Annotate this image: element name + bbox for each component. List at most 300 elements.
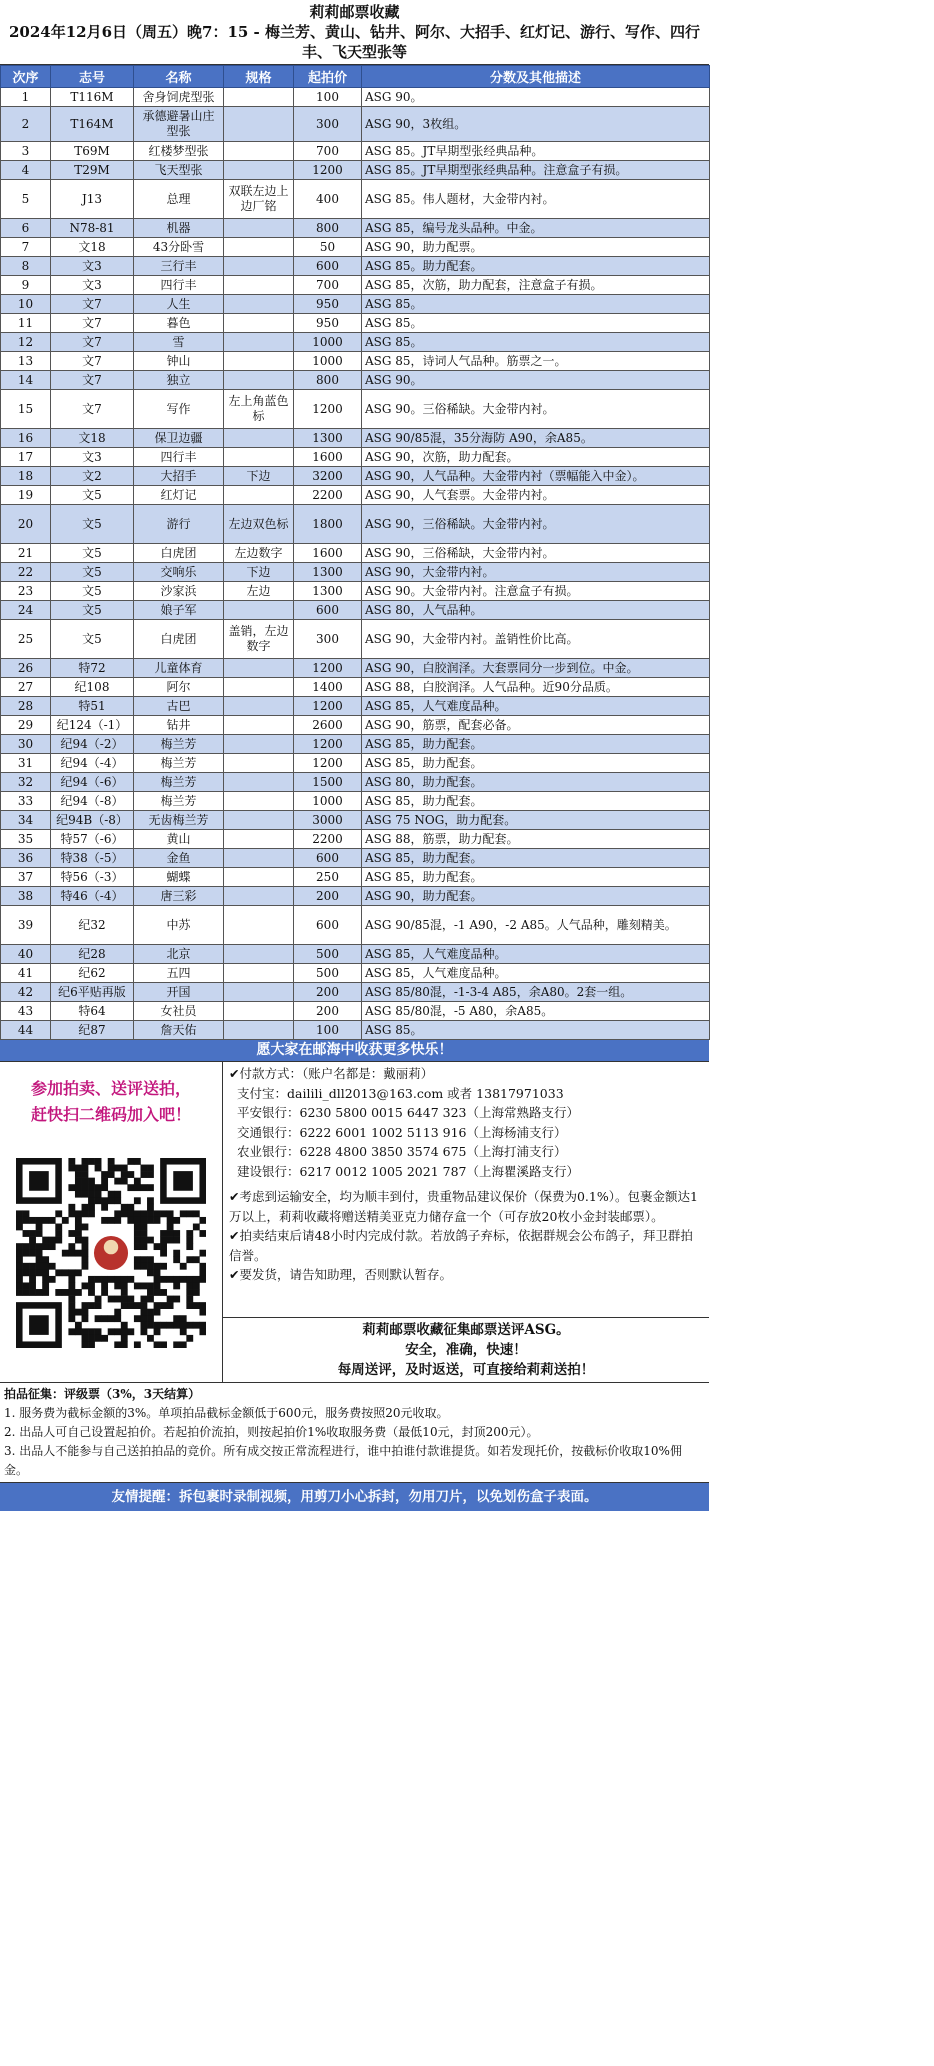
- lot-catalog-cell: 特51: [51, 697, 134, 716]
- lot-price-cell: 1200: [294, 161, 362, 180]
- lot-spec-cell: [224, 811, 294, 830]
- table-row: [1, 773, 710, 792]
- qr-panel: [0, 1062, 223, 1382]
- lot-catalog-cell: 纪94（-6）: [51, 773, 134, 792]
- table-row: [1, 390, 710, 429]
- table-row: [1, 352, 710, 371]
- lot-catalog-cell: 文5: [51, 486, 134, 505]
- table-row: [1, 716, 710, 735]
- lot-price-cell: 1300: [294, 582, 362, 601]
- lot-name-cell: 雪: [134, 333, 224, 352]
- table-row: [1, 505, 710, 544]
- lot-catalog-cell: 文7: [51, 333, 134, 352]
- lot-index-cell: 9: [1, 276, 51, 295]
- terms-item: 3. 出品人不能参与自己送拍拍品的竞价。所有成交按正常流程进行，谁中拍谁付款谁提货。如若发现托价，按截标价收取10%佣金。: [4, 1444, 682, 1477]
- lot-index-cell: 37: [1, 868, 51, 887]
- lot-price-cell: 1800: [294, 505, 362, 544]
- asg-line-1: 莉莉邮票收藏征集邮票送评ASG。: [362, 1322, 570, 1338]
- asg-line-3: 每周送评，及时返送，可直接给莉莉送拍！: [337, 1362, 595, 1378]
- lot-name-cell: 梅兰芳: [134, 735, 224, 754]
- bank-line: 建设银行：6217 0012 1005 2021 787（上海瞿溪路支行）: [237, 1163, 579, 1179]
- lot-catalog-cell: 纪108: [51, 678, 134, 697]
- lot-index-cell: 19: [1, 486, 51, 505]
- lot-index-cell: 13: [1, 352, 51, 371]
- bank-line: 农业银行：6228 4800 3850 3574 675（上海打浦支行）: [237, 1144, 567, 1159]
- lot-name-cell: 梅兰芳: [134, 792, 224, 811]
- lot-index-cell: 44: [1, 1021, 51, 1040]
- lot-price-cell: 1600: [294, 544, 362, 563]
- lot-spec-cell: [224, 142, 294, 161]
- lot-price-cell: 1400: [294, 678, 362, 697]
- lot-desc-cell: ASG 90/85混，-1 A90，-2 A85。人气品种，雕刻精美。: [362, 906, 710, 945]
- lot-name-cell: 暮色: [134, 314, 224, 333]
- lot-name-cell: 黄山: [134, 830, 224, 849]
- lot-desc-cell: ASG 90，3枚组。: [362, 107, 710, 142]
- lot-spec-cell: [224, 735, 294, 754]
- lot-index-cell: 27: [1, 678, 51, 697]
- lot-price-cell: 600: [294, 849, 362, 868]
- lot-name-cell: 独立: [134, 371, 224, 390]
- payment-info: [223, 1062, 709, 1317]
- lot-spec-cell: [224, 868, 294, 887]
- table-row: [1, 467, 710, 486]
- lot-spec-cell: [224, 697, 294, 716]
- lot-desc-cell: ASG 85，助力配套。: [362, 868, 710, 887]
- lot-spec-cell: 左边双色标: [224, 505, 294, 544]
- lot-desc-cell: ASG 88，筋票，助力配套。: [362, 830, 710, 849]
- table-row: [1, 620, 710, 659]
- lot-index-cell: 43: [1, 1002, 51, 1021]
- promo-line-1: 参加拍卖、送评送拍，: [30, 1079, 191, 1098]
- table-row: [1, 811, 710, 830]
- lot-index-cell: 11: [1, 314, 51, 333]
- lot-name-cell: 中苏: [134, 906, 224, 945]
- lot-catalog-cell: 纪32: [51, 906, 134, 945]
- lot-name-cell: 钻井: [134, 716, 224, 735]
- table-row: [1, 563, 710, 582]
- alipay-line: 支付宝：dailili_dll2013@163.com 或者 13817971033: [237, 1085, 564, 1101]
- lot-spec-cell: [224, 887, 294, 906]
- qr-code[interactable]: [16, 1158, 206, 1348]
- lot-desc-cell: ASG 85，人气难度品种。: [362, 945, 710, 964]
- lot-price-cell: 950: [294, 295, 362, 314]
- lot-price-cell: 200: [294, 983, 362, 1002]
- lot-desc-cell: ASG 85，编号龙头品种。中金。: [362, 219, 710, 238]
- lot-spec-cell: [224, 773, 294, 792]
- lot-index-cell: 30: [1, 735, 51, 754]
- table-row: [1, 486, 710, 505]
- lot-name-cell: 金鱼: [134, 849, 224, 868]
- table-row: [1, 659, 710, 678]
- lot-spec-cell: [224, 314, 294, 333]
- lot-spec-cell: [224, 88, 294, 107]
- payment-title: ✔付款方式：（账户名都是：戴丽莉）: [229, 1066, 434, 1081]
- promo-text: [0, 1062, 222, 1128]
- lot-desc-cell: ASG 85。: [362, 295, 710, 314]
- lot-price-cell: 1200: [294, 390, 362, 429]
- lot-index-cell: 36: [1, 849, 51, 868]
- table-row: [1, 371, 710, 390]
- table-row: [1, 276, 710, 295]
- lot-spec-cell: [224, 333, 294, 352]
- lot-catalog-cell: 纪94（-8）: [51, 792, 134, 811]
- asg-service: [223, 1317, 709, 1382]
- lot-desc-cell: ASG 85。助力配套。: [362, 257, 710, 276]
- lot-spec-cell: [224, 849, 294, 868]
- lot-spec-cell: [224, 276, 294, 295]
- lot-catalog-cell: 文7: [51, 390, 134, 429]
- lot-catalog-cell: N78-81: [51, 219, 134, 238]
- table-row: [1, 429, 710, 448]
- lot-spec-cell: [224, 830, 294, 849]
- lot-spec-cell: 左上角蓝色标: [224, 390, 294, 429]
- lot-spec-cell: 盖销，左边数字: [224, 620, 294, 659]
- lot-spec-cell: [224, 371, 294, 390]
- table-row: [1, 792, 710, 811]
- table-row: [1, 257, 710, 276]
- lot-desc-cell: ASG 85。: [362, 314, 710, 333]
- table-header-row: [1, 66, 710, 88]
- lot-catalog-cell: 特46（-4）: [51, 887, 134, 906]
- table-row: [1, 964, 710, 983]
- lot-spec-cell: 左边: [224, 582, 294, 601]
- lot-price-cell: 1000: [294, 352, 362, 371]
- payment-panel: [223, 1062, 709, 1382]
- lot-desc-cell: ASG 90/85混，35分海防 A90，余A85。: [362, 429, 710, 448]
- lot-catalog-cell: 文5: [51, 563, 134, 582]
- table-row: [1, 582, 710, 601]
- lot-desc-cell: ASG 90，次筋，助力配套。: [362, 448, 710, 467]
- lot-price-cell: 200: [294, 887, 362, 906]
- lot-name-cell: 四行丰: [134, 276, 224, 295]
- title-block: [0, 0, 709, 65]
- lot-index-cell: 14: [1, 371, 51, 390]
- lot-price-cell: 1300: [294, 429, 362, 448]
- lot-spec-cell: [224, 792, 294, 811]
- lot-catalog-cell: 文18: [51, 238, 134, 257]
- lot-catalog-cell: 文7: [51, 314, 134, 333]
- table-row: [1, 448, 710, 467]
- col-header-catalog: 志号: [51, 66, 134, 88]
- shop-title: 莉莉邮票收藏: [309, 3, 400, 21]
- lot-index-cell: 3: [1, 142, 51, 161]
- lot-catalog-cell: 文5: [51, 544, 134, 563]
- lot-index-cell: 15: [1, 390, 51, 429]
- lot-desc-cell: ASG 85，次筋，助力配套，注意盒子有损。: [362, 276, 710, 295]
- lot-index-cell: 31: [1, 754, 51, 773]
- lot-spec-cell: [224, 161, 294, 180]
- lot-price-cell: 3000: [294, 811, 362, 830]
- lot-desc-cell: ASG 90，大金带内衬。: [362, 563, 710, 582]
- lot-index-cell: 26: [1, 659, 51, 678]
- lot-name-cell: 三行丰: [134, 257, 224, 276]
- lot-catalog-cell: 文7: [51, 371, 134, 390]
- lot-name-cell: 红灯记: [134, 486, 224, 505]
- lot-spec-cell: [224, 238, 294, 257]
- lot-index-cell: 29: [1, 716, 51, 735]
- lot-price-cell: 800: [294, 371, 362, 390]
- lot-name-cell: 游行: [134, 505, 224, 544]
- lot-desc-cell: ASG 90，人气品种。大金带内衬（票幅能入中金）。: [362, 467, 710, 486]
- lot-price-cell: 800: [294, 219, 362, 238]
- lot-price-cell: 1200: [294, 659, 362, 678]
- lot-index-cell: 25: [1, 620, 51, 659]
- lot-catalog-cell: 文18: [51, 429, 134, 448]
- table-row: [1, 735, 710, 754]
- delivery-note: ✔要发货，请告知助理，否则默认暂存。: [229, 1267, 452, 1282]
- lot-catalog-cell: 文2: [51, 467, 134, 486]
- lot-price-cell: 2200: [294, 486, 362, 505]
- lot-name-cell: 五四: [134, 964, 224, 983]
- promo-line-2: 赶快扫二维码加入吧！: [30, 1105, 191, 1124]
- lot-index-cell: 16: [1, 429, 51, 448]
- lot-desc-cell: ASG 85。JT早期型张经典品种。: [362, 142, 710, 161]
- lot-catalog-cell: 特72: [51, 659, 134, 678]
- qr-code-image: [16, 1158, 206, 1348]
- lot-name-cell: 詹天佑: [134, 1021, 224, 1040]
- lot-index-cell: 34: [1, 811, 51, 830]
- lot-catalog-cell: 文5: [51, 505, 134, 544]
- lot-name-cell: 43分卧雪: [134, 238, 224, 257]
- lot-desc-cell: ASG 90。: [362, 88, 710, 107]
- lot-index-cell: 22: [1, 563, 51, 582]
- lot-desc-cell: ASG 90，助力配票。: [362, 238, 710, 257]
- bank-line: 交通银行：6222 6001 1002 5113 916（上海杨浦支行）: [237, 1124, 567, 1140]
- lot-name-cell: 白虎团: [134, 620, 224, 659]
- lot-index-cell: 8: [1, 257, 51, 276]
- lot-index-cell: 24: [1, 601, 51, 620]
- col-header-desc: 分数及其他描述: [362, 66, 710, 88]
- lot-name-cell: 保卫边疆: [134, 429, 224, 448]
- lot-catalog-cell: T164M: [51, 107, 134, 142]
- lot-desc-cell: ASG 85，助力配套。: [362, 849, 710, 868]
- lot-catalog-cell: 文3: [51, 276, 134, 295]
- lot-desc-cell: ASG 85。JT早期型张经典品种。注意盒子有损。: [362, 161, 710, 180]
- lot-price-cell: 950: [294, 314, 362, 333]
- table-row: [1, 849, 710, 868]
- lot-name-cell: 女社员: [134, 1002, 224, 1021]
- lot-catalog-cell: T29M: [51, 161, 134, 180]
- lot-name-cell: 阿尔: [134, 678, 224, 697]
- lot-desc-cell: ASG 75 NOG，助力配套。: [362, 811, 710, 830]
- lot-catalog-cell: 纪62: [51, 964, 134, 983]
- lot-name-cell: 蝴蝶: [134, 868, 224, 887]
- lot-spec-cell: [224, 754, 294, 773]
- lot-catalog-cell: 特56（-3）: [51, 868, 134, 887]
- lot-spec-cell: [224, 448, 294, 467]
- lot-desc-cell: ASG 85，人气难度品种。: [362, 697, 710, 716]
- lot-price-cell: 1600: [294, 448, 362, 467]
- table-row: [1, 180, 710, 219]
- lot-desc-cell: ASG 85/80混，-1-3-4 A85，余A80。2套一组。: [362, 983, 710, 1002]
- lot-price-cell: 1000: [294, 792, 362, 811]
- lot-catalog-cell: 文5: [51, 620, 134, 659]
- lot-desc-cell: ASG 90，人气套票。大金带内衬。: [362, 486, 710, 505]
- lot-spec-cell: [224, 945, 294, 964]
- table-row: [1, 88, 710, 107]
- lot-desc-cell: ASG 85。: [362, 333, 710, 352]
- lot-catalog-cell: 纪124（-1）: [51, 716, 134, 735]
- lot-index-cell: 7: [1, 238, 51, 257]
- lot-catalog-cell: 文7: [51, 295, 134, 314]
- table-row: [1, 295, 710, 314]
- terms-item: 1. 服务费为截标金额的3%。单项拍品截标金额低于600元，服务费按照20元收取。: [4, 1406, 449, 1420]
- lot-desc-cell: ASG 85，助力配套。: [362, 792, 710, 811]
- lot-price-cell: 300: [294, 620, 362, 659]
- lot-catalog-cell: 特64: [51, 1002, 134, 1021]
- table-row: [1, 906, 710, 945]
- lot-spec-cell: 双联左边上边厂铭: [224, 180, 294, 219]
- lot-price-cell: 50: [294, 238, 362, 257]
- lot-catalog-cell: 文5: [51, 601, 134, 620]
- lot-name-cell: 红楼梦型张: [134, 142, 224, 161]
- lot-index-cell: 5: [1, 180, 51, 219]
- lot-price-cell: 2600: [294, 716, 362, 735]
- lot-name-cell: 承德避暑山庄型张: [134, 107, 224, 142]
- lot-desc-cell: ASG 90。大金带内衬。注意盒子有损。: [362, 582, 710, 601]
- lot-catalog-cell: 纪94（-2）: [51, 735, 134, 754]
- lot-index-cell: 6: [1, 219, 51, 238]
- lot-price-cell: 500: [294, 964, 362, 983]
- lot-price-cell: 500: [294, 945, 362, 964]
- lot-name-cell: 总理: [134, 180, 224, 219]
- lot-name-cell: 无齿梅兰芳: [134, 811, 224, 830]
- lot-catalog-cell: 特38（-5）: [51, 849, 134, 868]
- lot-name-cell: 白虎团: [134, 544, 224, 563]
- lot-table: [0, 65, 710, 1040]
- lot-name-cell: 飞天型张: [134, 161, 224, 180]
- lot-catalog-cell: 纪6平贴再版: [51, 983, 134, 1002]
- lot-index-cell: 38: [1, 887, 51, 906]
- lot-index-cell: 33: [1, 792, 51, 811]
- lot-price-cell: 1000: [294, 333, 362, 352]
- lot-desc-cell: ASG 80，助力配套。: [362, 773, 710, 792]
- lot-index-cell: 1: [1, 88, 51, 107]
- table-row: [1, 601, 710, 620]
- lot-spec-cell: [224, 659, 294, 678]
- lot-index-cell: 18: [1, 467, 51, 486]
- lot-desc-cell: ASG 85，助力配套。: [362, 735, 710, 754]
- consignment-terms: [0, 1383, 709, 1483]
- lot-index-cell: 39: [1, 906, 51, 945]
- lot-name-cell: 机器: [134, 219, 224, 238]
- lot-catalog-cell: 特57（-6）: [51, 830, 134, 849]
- lot-desc-cell: ASG 85。伟人题材，大金带内衬。: [362, 180, 710, 219]
- table-row: [1, 544, 710, 563]
- table-row: [1, 868, 710, 887]
- lot-index-cell: 4: [1, 161, 51, 180]
- lot-spec-cell: [224, 257, 294, 276]
- lot-index-cell: 20: [1, 505, 51, 544]
- lot-desc-cell: ASG 88，白胶润泽。人气品种。近90分品质。: [362, 678, 710, 697]
- lot-index-cell: 23: [1, 582, 51, 601]
- col-header-name: 名称: [134, 66, 224, 88]
- table-row: [1, 1021, 710, 1040]
- lot-spec-cell: [224, 219, 294, 238]
- lot-spec-cell: [224, 107, 294, 142]
- lot-name-cell: 古巴: [134, 697, 224, 716]
- lot-desc-cell: ASG 85，人气难度品种。: [362, 964, 710, 983]
- lot-desc-cell: ASG 90，三俗稀缺，大金带内衬。: [362, 544, 710, 563]
- lot-price-cell: 250: [294, 868, 362, 887]
- lot-catalog-cell: 文7: [51, 352, 134, 371]
- lot-spec-cell: [224, 352, 294, 371]
- lot-price-cell: 300: [294, 107, 362, 142]
- lot-catalog-cell: T116M: [51, 88, 134, 107]
- table-row: [1, 107, 710, 142]
- lot-price-cell: 600: [294, 906, 362, 945]
- lot-price-cell: 1200: [294, 735, 362, 754]
- col-header-price: 起拍价: [294, 66, 362, 88]
- lot-spec-cell: [224, 964, 294, 983]
- lot-desc-cell: ASG 85，诗词人气品种。筋票之一。: [362, 352, 710, 371]
- lot-price-cell: 700: [294, 276, 362, 295]
- lot-index-cell: 41: [1, 964, 51, 983]
- lot-spec-cell: [224, 1021, 294, 1040]
- table-row: [1, 142, 710, 161]
- lot-price-cell: 600: [294, 601, 362, 620]
- lot-catalog-cell: 纪87: [51, 1021, 134, 1040]
- lot-price-cell: 100: [294, 1021, 362, 1040]
- lot-name-cell: 沙家浜: [134, 582, 224, 601]
- lot-spec-cell: 下边: [224, 467, 294, 486]
- shipping-note: ✔考虑到运输安全，均为顺丰到付，贵重物品建议保价（保费为0.1%）。包裹金额达1万以上，莉莉收藏将赠送精美亚克力储存盒一个（可存放20枚小金封装邮票）。: [229, 1189, 698, 1224]
- payment-deadline-note: ✔拍卖结束后请48小时内完成付款。若放鸽子弃标，依据群规会公布鸽子，拜卫群拍信誉。: [229, 1228, 693, 1263]
- lot-name-cell: 人生: [134, 295, 224, 314]
- lot-desc-cell: ASG 85。: [362, 1021, 710, 1040]
- lot-name-cell: 开国: [134, 983, 224, 1002]
- lot-desc-cell: ASG 90，白胶润泽。大套票同分一步到位。中金。: [362, 659, 710, 678]
- lot-index-cell: 12: [1, 333, 51, 352]
- lot-name-cell: 交响乐: [134, 563, 224, 582]
- lot-desc-cell: ASG 85，助力配套。: [362, 754, 710, 773]
- lot-name-cell: 梅兰芳: [134, 773, 224, 792]
- lot-catalog-cell: 纪94B（-8）: [51, 811, 134, 830]
- lot-spec-cell: [224, 429, 294, 448]
- lot-price-cell: 2200: [294, 830, 362, 849]
- table-row: [1, 983, 710, 1002]
- lot-name-cell: 钟山: [134, 352, 224, 371]
- lot-name-cell: 写作: [134, 390, 224, 429]
- bank-line: 平安银行：6230 5800 0015 6447 323（上海常熟路支行）: [237, 1105, 579, 1120]
- table-row: [1, 754, 710, 773]
- lot-index-cell: 32: [1, 773, 51, 792]
- lot-name-cell: 大招手: [134, 467, 224, 486]
- lot-catalog-cell: 文3: [51, 448, 134, 467]
- lot-desc-cell: ASG 90，助力配套。: [362, 887, 710, 906]
- footer-reminder: 友情提醒：拆包裹时录制视频，用剪刀小心拆封，勿用刀片，以免划伤盒子表面。: [0, 1483, 709, 1511]
- asg-line-2: 安全，准确，快速！: [405, 1342, 527, 1358]
- table-row: [1, 697, 710, 716]
- lot-desc-cell: ASG 90，大金带内衬。盖销性价比高。: [362, 620, 710, 659]
- table-row: [1, 678, 710, 697]
- lot-price-cell: 200: [294, 1002, 362, 1021]
- table-row: [1, 219, 710, 238]
- lot-catalog-cell: 纪94（-4）: [51, 754, 134, 773]
- auction-subtitle: 2024年12月6日（周五）晚7：15 - 梅兰芳、黄山、钻井、阿尔、大招手、红灯记、游行、写作、四行丰、飞天型张等: [8, 23, 701, 61]
- lot-spec-cell: [224, 1002, 294, 1021]
- lot-price-cell: 1200: [294, 697, 362, 716]
- lot-name-cell: 梅兰芳: [134, 754, 224, 773]
- lot-catalog-cell: 文3: [51, 257, 134, 276]
- lot-spec-cell: [224, 295, 294, 314]
- terms-heading: 拍品征集：评级票（3%，3天结算）: [4, 1387, 201, 1401]
- lot-price-cell: 1300: [294, 563, 362, 582]
- lot-index-cell: 10: [1, 295, 51, 314]
- lot-spec-cell: [224, 486, 294, 505]
- lot-desc-cell: ASG 90，筋票，配套必备。: [362, 716, 710, 735]
- lot-price-cell: 400: [294, 180, 362, 219]
